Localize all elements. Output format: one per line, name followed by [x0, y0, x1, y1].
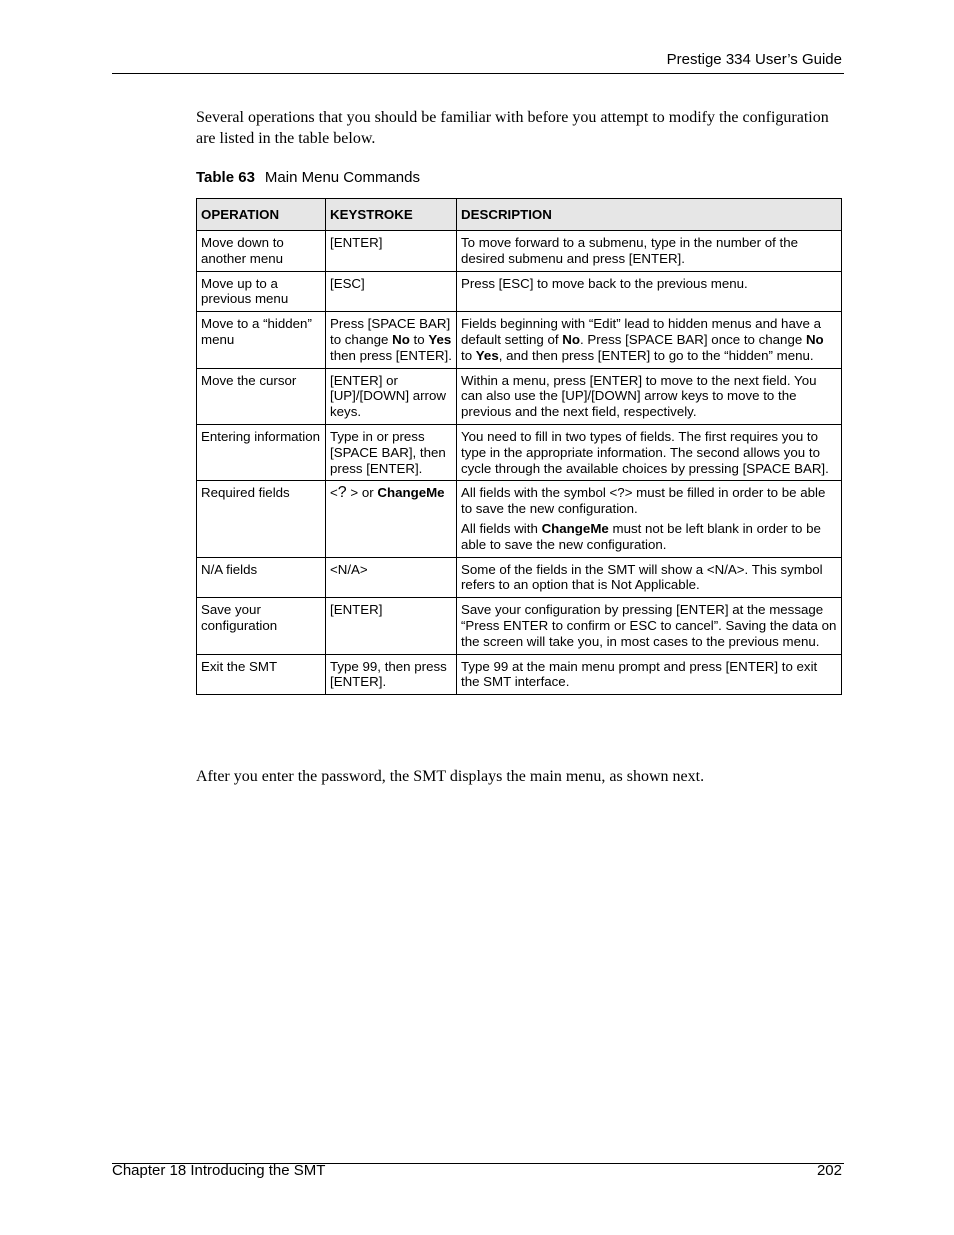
text-run: <: [330, 485, 338, 501]
bold-text-run: No: [562, 331, 581, 347]
description-cell: To move forward to a submenu, type in the number of the desired submenu and press [ENTER].: [457, 231, 842, 272]
table-row: [197, 481, 842, 557]
operation-cell: Move the cursor: [197, 368, 326, 424]
description-cell: Save your configuration by pressing [ENTER] at the message “Press ENTER to confirm or ESC to cancel”. Saving the data on the screen will take you, in most cases to the previous menu.: [457, 598, 842, 654]
header-divider: [112, 73, 844, 74]
intro-paragraph: Several operations that you should be familiar with before you attempt to modify the configuration are listed in the table below.: [196, 109, 829, 147]
table-caption: [196, 169, 420, 186]
text-run: Fields beginning with “Edit” lead to hidden menus and have a default setting of: [461, 316, 821, 347]
table-row: [197, 312, 842, 368]
table-row: [197, 424, 842, 480]
table-header-row: [197, 199, 842, 231]
text-run: , and then press [ENTER] to go to the “hidden” menu.: [498, 347, 814, 363]
keystroke-cell: [326, 312, 457, 368]
column-header-operation: OPERATION: [197, 199, 326, 231]
keystroke-cell: [ENTER]: [326, 598, 457, 654]
text-run: ?: [337, 484, 347, 502]
operation-cell: Exit the SMT: [197, 654, 326, 695]
page-number: 202: [816, 1162, 842, 1179]
table-row: [197, 557, 842, 598]
table-caption-number: Table 63: [196, 169, 255, 186]
operation-cell: Move down to another menu: [197, 231, 326, 272]
main-menu-commands-table: [196, 198, 842, 695]
description-cell: Some of the fields in the SMT will show a <N/A>. This symbol refers to an option that is Not Applicable.: [457, 557, 842, 598]
text-run: Press [SPACE BAR] to change: [330, 316, 451, 347]
operation-cell: Save your configuration: [197, 598, 326, 654]
keystroke-cell: [ENTER] or [UP]/[DOWN] arrow keys.: [326, 368, 457, 424]
description-cell: You need to fill in two types of fields. The first requires you to type in the appropriate information. The second allows you to cycle through the available choices by pressing [SPACE BAR].: [457, 424, 842, 480]
bold-text-run: No: [805, 331, 824, 347]
operation-cell: Move up to a previous menu: [197, 271, 326, 312]
table-row: [197, 271, 842, 312]
text-run: > or: [346, 485, 378, 501]
keystroke-cell: [ESC]: [326, 271, 457, 312]
text-run: All fields with: [461, 520, 542, 536]
after-table-paragraph: After you enter the password, the SMT displays the main menu, as shown next.: [196, 768, 705, 785]
keystroke-cell: [326, 481, 457, 557]
bold-text-run: ChangeMe: [377, 485, 445, 501]
keystroke-cell: <N/A>: [326, 557, 457, 598]
operation-cell: Move to a “hidden” menu: [197, 312, 326, 368]
description-cell: [457, 481, 842, 557]
operation-cell: Required fields: [197, 481, 326, 557]
bold-text-run: Yes: [428, 331, 452, 347]
description-cell: Press [ESC] to move back to the previous menu.: [457, 271, 842, 312]
footer-chapter: Chapter 18 Introducing the SMT: [112, 1162, 326, 1179]
bold-text-run: ChangeMe: [541, 520, 609, 536]
table-caption-title: Main Menu Commands: [264, 169, 420, 186]
keystroke-cell: Type 99, then press [ENTER].: [326, 654, 457, 695]
column-header-description: DESCRIPTION: [457, 199, 842, 231]
bold-text-run: Yes: [475, 347, 499, 363]
table-row: [197, 368, 842, 424]
keystroke-cell: [ENTER]: [326, 231, 457, 272]
text-run: then press [ENTER].: [330, 347, 452, 363]
description-paragraph: [461, 521, 837, 553]
running-header: Prestige 334 User’s Guide: [666, 51, 842, 68]
table-row: [197, 654, 842, 695]
bold-text-run: No: [392, 331, 410, 347]
description-cell: Within a menu, press [ENTER] to move to the next field. You can also use the [UP]/[DOWN] arrow keys to move to the previous and the next field, respectively.: [457, 368, 842, 424]
table-row: [197, 231, 842, 272]
text-run: . Press [SPACE BAR] once to change: [580, 331, 806, 347]
operation-cell: N/A fields: [197, 557, 326, 598]
text-run: to: [461, 347, 476, 363]
keystroke-cell: Type in or press [SPACE BAR], then press [ENTER].: [326, 424, 457, 480]
description-paragraph: All fields with the symbol <?> must be filled in order to be able to save the new configuration.: [461, 485, 826, 517]
description-cell: Type 99 at the main menu prompt and press [ENTER] to exit the SMT interface.: [457, 654, 842, 695]
table-row: [197, 598, 842, 654]
operation-cell: Entering information: [197, 424, 326, 480]
description-cell: [457, 312, 842, 368]
text-run: must not be left blank in order to be able to save the new configuration.: [461, 520, 821, 552]
column-header-keystroke: KEYSTROKE: [326, 199, 457, 231]
text-run: to: [409, 331, 429, 347]
